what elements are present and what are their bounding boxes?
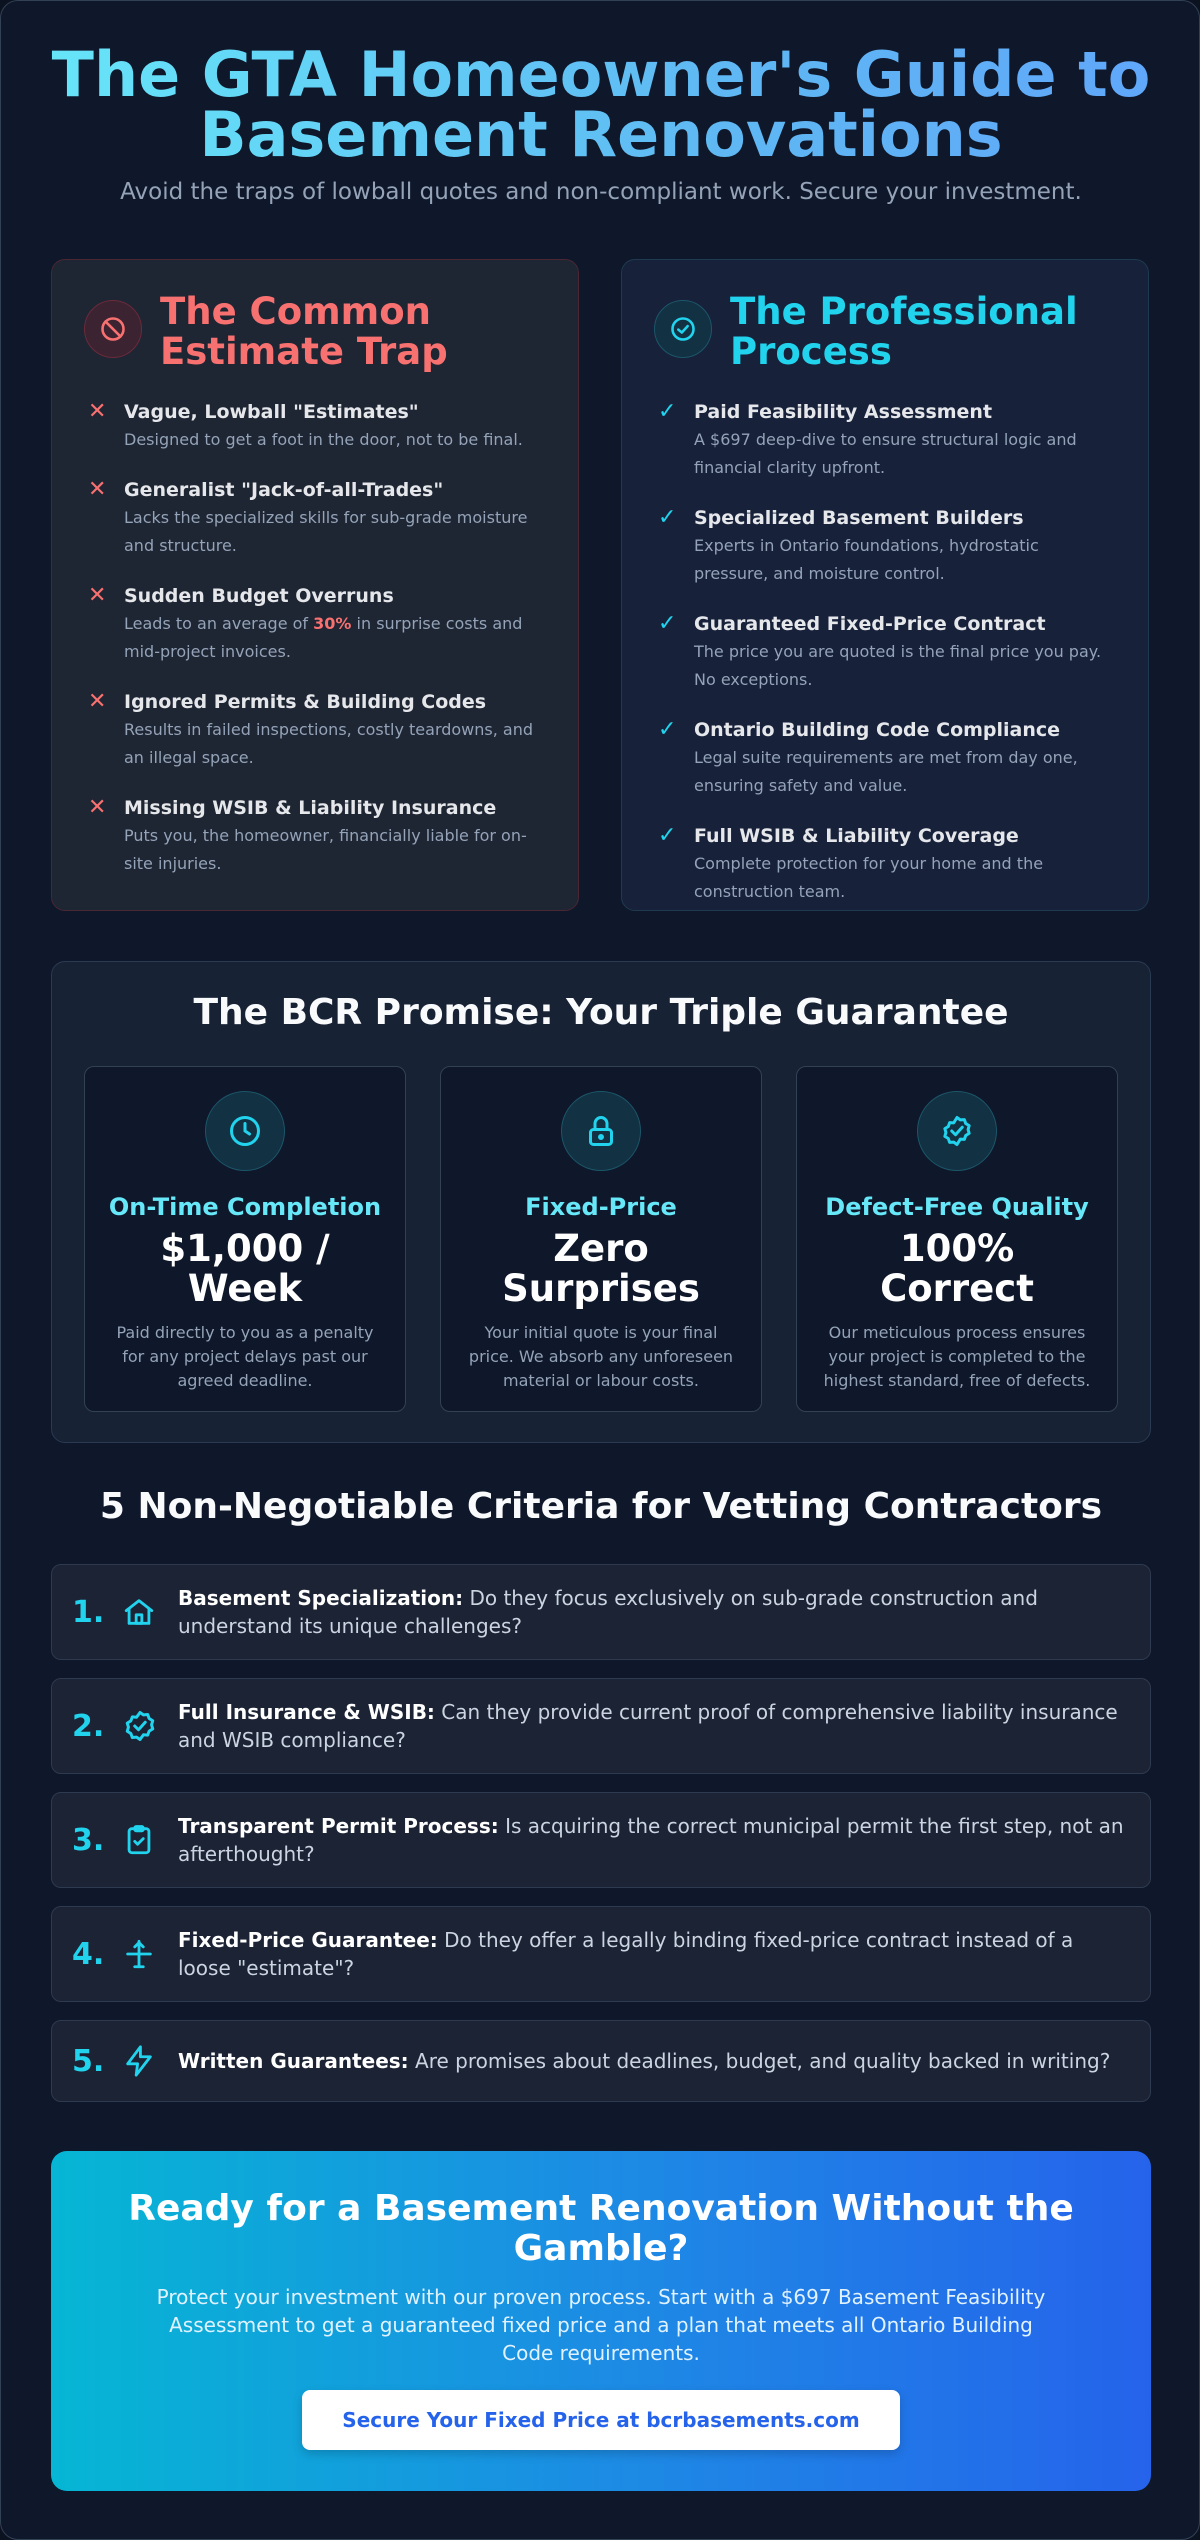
trap-item-title: Missing WSIB & Liability Insurance	[124, 797, 497, 819]
criteria-bold: Transparent Permit Process:	[178, 1814, 499, 1838]
pro-item	[658, 504, 1118, 588]
guarantee-card-quality	[796, 1066, 1118, 1412]
estimate-trap-card	[51, 259, 579, 911]
guarantee-card-fixed-price	[440, 1066, 762, 1412]
pro-list	[658, 398, 1118, 928]
pro-card-title: The Professional Process	[730, 290, 1078, 373]
pro-item-title: Ontario Building Code Compliance	[694, 719, 1061, 741]
trap-item	[88, 688, 548, 772]
trap-item-desc: Designed to get a foot in the door, not to be final.	[124, 430, 523, 449]
x-mark-icon: ✕	[88, 689, 107, 714]
trap-item-desc: Puts you, the homeowner, financially liable for on-site injuries.	[124, 826, 527, 873]
cta-description: Protect your investment with our proven process. Start with a $697 Basement Feasibility Assessment to get a guaranteed fixed price and a plan that meets all Ontario Building Code requirements.	[156, 2285, 1046, 2365]
page-title	[1, 38, 1200, 171]
criteria-bold: Basement Specialization:	[178, 1586, 464, 1610]
criteria-text	[178, 1698, 1128, 1754]
cta-title: Ready for a Basement Renovation Without the Gamble?	[128, 2188, 1074, 2269]
x-mark-icon: ✕	[88, 477, 107, 502]
criteria-title: 5 Non-Negotiable Criteria for Vetting Contractors	[99, 1486, 1103, 1527]
criteria-item	[51, 1792, 1151, 1888]
criteria-text	[178, 1584, 1128, 1640]
criteria-number: 5.	[72, 2043, 105, 2079]
criteria-bold: Full Insurance & WSIB:	[178, 1700, 435, 1724]
criteria-desc: Do they focus exclusively on sub-grade construction and understand its unique challenges?	[178, 1586, 1038, 1638]
trap-item	[88, 582, 548, 666]
trap-item-desc-post: in surprise costs and mid-project invoices.	[124, 614, 523, 661]
criteria-item	[51, 1906, 1151, 2002]
check-mark-icon: ✓	[658, 717, 677, 742]
pro-item-title: Paid Feasibility Assessment	[694, 401, 993, 423]
verified-badge-icon	[917, 1091, 997, 1171]
guarantee-value: 100% Correct	[880, 1227, 1034, 1310]
lock-icon	[561, 1091, 641, 1171]
criteria-desc: Is acquiring the correct municipal permit the first step, not an afterthought?	[178, 1814, 1124, 1866]
criteria-item	[51, 1564, 1151, 1660]
trap-item-desc: Results in failed inspections, costly teardowns, and an illegal space.	[124, 720, 534, 767]
criteria-number: 1.	[72, 1594, 105, 1630]
guarantee-desc: Your initial quote is your final price. We absorb any unforeseen material or labour costs.	[468, 1323, 734, 1390]
criteria-desc: Do they offer a legally binding fixed-price contract instead of a loose "estimate"?	[178, 1928, 1074, 1980]
pro-item-desc: A $697 deep-dive to ensure structural logic and financial clarity upfront.	[694, 430, 1077, 477]
guarantee-value: Zero Surprises	[502, 1227, 700, 1310]
trap-item	[88, 476, 548, 560]
trap-item	[88, 794, 548, 878]
criteria-text	[178, 1812, 1128, 1868]
guarantee-value: $1,000 / Week	[160, 1227, 330, 1310]
trap-item-title: Sudden Budget Overruns	[124, 585, 394, 607]
x-mark-icon: ✕	[88, 795, 107, 820]
trap-item	[88, 398, 548, 454]
pro-item-desc: Complete protection for your home and the construction team.	[694, 854, 1044, 901]
trap-item-desc-pre: Leads to an average of	[124, 614, 314, 633]
guarantee-label: On-Time Completion	[108, 1193, 382, 1221]
check-mark-icon: ✓	[658, 505, 677, 530]
promise-title: The BCR Promise: Your Triple Guarantee	[193, 992, 1009, 1033]
page-subtitle: Avoid the traps of lowball quotes and non-compliant work. Secure your investment.	[120, 179, 1082, 205]
trap-item-title: Vague, Lowball "Estimates"	[124, 401, 419, 423]
criteria-bold: Fixed-Price Guarantee:	[178, 1928, 438, 1952]
pro-item	[658, 610, 1118, 694]
clipboard-check-icon	[122, 1823, 178, 1857]
pro-item-title: Specialized Basement Builders	[694, 507, 1024, 529]
home-icon	[122, 1595, 178, 1629]
guarantee-desc: Paid directly to you as a penalty for any project delays past our agreed deadline.	[116, 1323, 374, 1390]
cta-banner	[51, 2151, 1151, 2491]
trap-item-title: Ignored Permits & Building Codes	[124, 691, 487, 713]
criteria-number: 3.	[72, 1822, 105, 1858]
check-mark-icon: ✓	[658, 399, 677, 424]
pro-item-title: Guaranteed Fixed-Price Contract	[694, 613, 1046, 635]
secure-fixed-price-button[interactable]: Secure Your Fixed Price at bcrbasements.com	[302, 2390, 900, 2450]
trap-item-desc: Lacks the specialized skills for sub-grade moisture and structure.	[124, 508, 528, 555]
guarantee-desc: Our meticulous process ensures your project is completed to the highest standard, free of defects.	[823, 1323, 1091, 1390]
criteria-bold: Written Guarantees:	[178, 2049, 409, 2073]
criteria-text	[178, 1926, 1128, 1982]
pro-item	[658, 398, 1118, 482]
guarantee-label: Fixed-Price	[525, 1193, 677, 1221]
check-mark-icon: ✓	[658, 823, 677, 848]
pro-item-desc: The price you are quoted is the final price you pay. No exceptions.	[694, 642, 1102, 689]
pro-item	[658, 822, 1118, 906]
criteria-text	[178, 2047, 1128, 2075]
check-circle-icon	[654, 300, 712, 358]
page-title-line1: The GTA Homeowner's Guide to	[51, 38, 1151, 111]
trap-list	[88, 398, 548, 900]
x-mark-icon: ✕	[88, 399, 107, 424]
trap-card-title: The Common Estimate Trap	[160, 290, 448, 373]
pro-item-desc: Legal suite requirements are met from day one, ensuring safety and value.	[694, 748, 1078, 795]
x-mark-icon: ✕	[88, 583, 107, 608]
balance-icon	[122, 1937, 178, 1971]
clock-icon	[205, 1091, 285, 1171]
guarantee-card-on-time	[84, 1066, 406, 1412]
criteria-item	[51, 1678, 1151, 1774]
pro-item	[658, 716, 1118, 800]
guarantee-label: Defect-Free Quality	[825, 1193, 1089, 1221]
criteria-item	[51, 2020, 1151, 2102]
lightning-icon	[122, 2044, 178, 2078]
criteria-number: 4.	[72, 1936, 105, 1972]
shield-check-icon	[122, 1708, 178, 1744]
pro-item-title: Full WSIB & Liability Coverage	[694, 825, 1019, 847]
trap-item-desc	[124, 610, 548, 666]
criteria-number: 2.	[72, 1708, 105, 1744]
overrun-percentage: 30%	[313, 614, 352, 633]
professional-process-card	[621, 259, 1149, 911]
page-title-line2: Basement Renovations	[199, 98, 1003, 171]
criteria-desc: Are promises about deadlines, budget, and quality backed in writing?	[408, 2049, 1111, 2073]
pro-item-desc: Experts in Ontario foundations, hydrostatic pressure, and moisture control.	[694, 536, 1039, 583]
prohibited-icon	[84, 300, 142, 358]
criteria-desc: Can they provide current proof of comprehensive liability insurance and WSIB compliance?	[178, 1700, 1118, 1752]
bcr-promise-section	[51, 961, 1151, 1443]
check-mark-icon: ✓	[658, 611, 677, 636]
trap-item-title: Generalist "Jack-of-all-Trades"	[124, 479, 444, 501]
